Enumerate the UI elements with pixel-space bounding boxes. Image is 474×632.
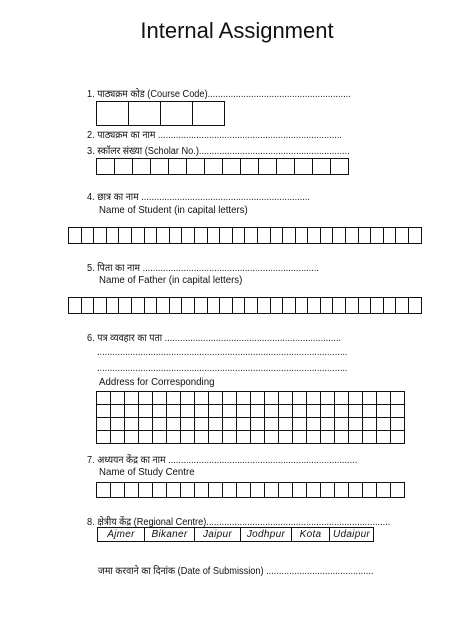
- father-name-box[interactable]: [232, 297, 246, 314]
- father-name-box[interactable]: [408, 297, 422, 314]
- father-name-box[interactable]: [370, 297, 384, 314]
- student-name-box[interactable]: [68, 227, 82, 244]
- course-name-label: 2. पाठ्यक्रम का नाम ........................................................................: [87, 130, 342, 141]
- study-centre-box[interactable]: [362, 482, 377, 498]
- address-box[interactable]: [194, 417, 209, 431]
- student-name-box[interactable]: [156, 227, 170, 244]
- student-name-box[interactable]: [408, 227, 422, 244]
- address-dotted-line: ..................................................................................................: [97, 363, 348, 374]
- scholar-no-box[interactable]: [240, 158, 259, 175]
- father-name-box[interactable]: [358, 297, 372, 314]
- address-box[interactable]: [152, 417, 167, 431]
- address-boxes[interactable]: [96, 391, 404, 443]
- study-centre-box[interactable]: [250, 482, 265, 498]
- submission-date-label: जमा करवाने का दिनांक (Date of Submission) ..........................................: [98, 566, 374, 577]
- address-box[interactable]: [236, 391, 251, 405]
- scholar-no-box[interactable]: [312, 158, 331, 175]
- father-name-label-hindi: 5. पिता का नाम .....................................................................: [87, 263, 319, 274]
- address-box[interactable]: [250, 391, 265, 405]
- study-centre-label-hindi: 7. अध्ययन केंद्र का नाम ..........................................................................: [87, 455, 358, 466]
- course-code-boxes[interactable]: [96, 101, 224, 126]
- course-code-box[interactable]: [160, 101, 193, 126]
- student-name-box[interactable]: [169, 227, 183, 244]
- father-name-box[interactable]: [131, 297, 145, 314]
- scholar-no-box[interactable]: [222, 158, 241, 175]
- address-box[interactable]: [110, 404, 125, 418]
- address-box[interactable]: [180, 391, 195, 405]
- father-name-box[interactable]: [270, 297, 284, 314]
- address-box[interactable]: [96, 430, 111, 444]
- father-name-box[interactable]: [169, 297, 183, 314]
- student-name-box[interactable]: [106, 227, 120, 244]
- address-box[interactable]: [250, 430, 265, 444]
- father-name-box[interactable]: [295, 297, 309, 314]
- study-centre-box[interactable]: [278, 482, 293, 498]
- address-box[interactable]: [250, 404, 265, 418]
- address-box[interactable]: [362, 417, 377, 431]
- study-centre-box[interactable]: [96, 482, 111, 498]
- address-box[interactable]: [334, 417, 349, 431]
- father-name-box[interactable]: [395, 297, 409, 314]
- father-name-box[interactable]: [194, 297, 208, 314]
- study-centre-box[interactable]: [110, 482, 125, 498]
- student-name-label: Name of Student (in capital letters): [99, 204, 248, 216]
- address-box[interactable]: [348, 391, 363, 405]
- address-box[interactable]: [124, 430, 139, 444]
- address-box[interactable]: [362, 391, 377, 405]
- address-box[interactable]: [264, 391, 279, 405]
- address-box[interactable]: [96, 404, 111, 418]
- address-box[interactable]: [138, 430, 153, 444]
- scholar-no-boxes[interactable]: [96, 158, 348, 174]
- address-box[interactable]: [334, 404, 349, 418]
- address-box[interactable]: [320, 417, 335, 431]
- study-centre-box[interactable]: [306, 482, 321, 498]
- study-centre-box[interactable]: [166, 482, 181, 498]
- father-name-box[interactable]: [144, 297, 158, 314]
- study-centre-box[interactable]: [390, 482, 405, 498]
- study-centre-box[interactable]: [320, 482, 335, 498]
- address-box[interactable]: [208, 430, 223, 444]
- study-centre-box[interactable]: [292, 482, 307, 498]
- address-box[interactable]: [166, 430, 181, 444]
- student-name-box[interactable]: [270, 227, 284, 244]
- address-box[interactable]: [194, 430, 209, 444]
- address-box[interactable]: [334, 391, 349, 405]
- address-box[interactable]: [292, 391, 307, 405]
- address-label-hindi: 6. पत्र व्यवहार का पता .....................................................................: [87, 333, 342, 344]
- father-name-box[interactable]: [81, 297, 95, 314]
- study-centre-box[interactable]: [138, 482, 153, 498]
- address-box[interactable]: [152, 391, 167, 405]
- address-box[interactable]: [390, 404, 405, 418]
- address-box[interactable]: [292, 404, 307, 418]
- address-box[interactable]: [222, 404, 237, 418]
- page-title: Internal Assignment: [140, 18, 334, 43]
- study-centre-box[interactable]: [348, 482, 363, 498]
- regional-centre-option[interactable]: Jaipur: [194, 527, 241, 542]
- address-box[interactable]: [390, 417, 405, 431]
- address-box[interactable]: [292, 417, 307, 431]
- scholar-no-box[interactable]: [96, 158, 115, 175]
- address-box[interactable]: [264, 404, 279, 418]
- father-name-box[interactable]: [345, 297, 359, 314]
- address-box[interactable]: [194, 404, 209, 418]
- student-name-box[interactable]: [320, 227, 334, 244]
- address-box[interactable]: [236, 430, 251, 444]
- address-box[interactable]: [376, 430, 391, 444]
- address-box[interactable]: [110, 391, 125, 405]
- study-centre-box[interactable]: [180, 482, 195, 498]
- study-centre-box[interactable]: [152, 482, 167, 498]
- father-name-box[interactable]: [118, 297, 132, 314]
- father-name-box[interactable]: [181, 297, 195, 314]
- address-box[interactable]: [222, 430, 237, 444]
- study-centre-box[interactable]: [264, 482, 279, 498]
- address-dotted-line: ..................................................................................................: [97, 347, 348, 358]
- address-box[interactable]: [348, 417, 363, 431]
- scholar-no-box[interactable]: [168, 158, 187, 175]
- address-box[interactable]: [166, 391, 181, 405]
- regional-centre-options[interactable]: [97, 527, 373, 542]
- study-centre-label: Name of Study Centre: [99, 466, 195, 478]
- address-box[interactable]: [348, 404, 363, 418]
- father-name-box[interactable]: [106, 297, 120, 314]
- father-name-boxes[interactable]: [68, 297, 421, 313]
- address-label: Address for Corresponding: [99, 376, 215, 388]
- regional-centre-option[interactable]: Bikaner: [144, 527, 195, 542]
- address-box[interactable]: [208, 391, 223, 405]
- course-code-box[interactable]: [128, 101, 161, 126]
- student-name-box[interactable]: [144, 227, 158, 244]
- address-box[interactable]: [236, 417, 251, 431]
- scholar-no-box[interactable]: [258, 158, 277, 175]
- address-box[interactable]: [320, 404, 335, 418]
- student-name-box[interactable]: [295, 227, 309, 244]
- regional-centre-option[interactable]: Udaipur: [329, 527, 374, 542]
- father-name-box[interactable]: [244, 297, 258, 314]
- student-name-label-hindi: 4. छात्र का नाम ..................................................................: [87, 192, 310, 203]
- study-centre-box[interactable]: [236, 482, 251, 498]
- address-box[interactable]: [110, 417, 125, 431]
- address-box[interactable]: [376, 391, 391, 405]
- scholar-no-box[interactable]: [330, 158, 349, 175]
- address-box[interactable]: [292, 430, 307, 444]
- address-box[interactable]: [180, 417, 195, 431]
- address-box[interactable]: [320, 391, 335, 405]
- student-name-box[interactable]: [257, 227, 271, 244]
- regional-centre-option[interactable]: Kota: [291, 527, 330, 542]
- address-box[interactable]: [278, 391, 293, 405]
- address-box[interactable]: [96, 417, 111, 431]
- address-box[interactable]: [124, 417, 139, 431]
- address-box[interactable]: [152, 404, 167, 418]
- student-name-box[interactable]: [345, 227, 359, 244]
- student-name-box[interactable]: [219, 227, 233, 244]
- student-name-box[interactable]: [395, 227, 409, 244]
- father-name-box[interactable]: [282, 297, 296, 314]
- address-box[interactable]: [236, 404, 251, 418]
- student-name-box[interactable]: [282, 227, 296, 244]
- address-box[interactable]: [180, 430, 195, 444]
- address-box[interactable]: [180, 404, 195, 418]
- address-box[interactable]: [222, 391, 237, 405]
- student-name-box[interactable]: [307, 227, 321, 244]
- father-name-box[interactable]: [320, 297, 334, 314]
- address-box[interactable]: [362, 404, 377, 418]
- course-code-box[interactable]: [96, 101, 129, 126]
- address-box[interactable]: [278, 417, 293, 431]
- address-box[interactable]: [306, 417, 321, 431]
- study-centre-box[interactable]: [208, 482, 223, 498]
- father-name-box[interactable]: [383, 297, 397, 314]
- student-name-box[interactable]: [383, 227, 397, 244]
- address-box[interactable]: [390, 430, 405, 444]
- address-box[interactable]: [348, 430, 363, 444]
- study-centre-boxes[interactable]: [96, 482, 404, 497]
- scholar-no-box[interactable]: [150, 158, 169, 175]
- father-name-box[interactable]: [207, 297, 221, 314]
- regional-centre-option[interactable]: Jodhpur: [240, 527, 292, 542]
- scholar-no-box[interactable]: [114, 158, 133, 175]
- student-name-box[interactable]: [194, 227, 208, 244]
- father-name-box[interactable]: [93, 297, 107, 314]
- address-box[interactable]: [166, 417, 181, 431]
- study-centre-box[interactable]: [334, 482, 349, 498]
- address-box[interactable]: [376, 404, 391, 418]
- address-box[interactable]: [222, 417, 237, 431]
- study-centre-box[interactable]: [222, 482, 237, 498]
- student-name-box[interactable]: [81, 227, 95, 244]
- regional-centre-option[interactable]: Ajmer: [97, 527, 145, 542]
- address-box[interactable]: [306, 391, 321, 405]
- scholar-no-box[interactable]: [294, 158, 313, 175]
- address-box[interactable]: [208, 417, 223, 431]
- student-name-box[interactable]: [370, 227, 384, 244]
- address-box[interactable]: [208, 404, 223, 418]
- student-name-box[interactable]: [232, 227, 246, 244]
- course-code-box[interactable]: [192, 101, 225, 126]
- scholar-no-box[interactable]: [276, 158, 295, 175]
- father-name-box[interactable]: [307, 297, 321, 314]
- scholar-no-label: 3. स्कॉलर संख्या (Scholar No.)...........................................................: [87, 146, 350, 157]
- address-box[interactable]: [306, 404, 321, 418]
- student-name-box[interactable]: [131, 227, 145, 244]
- address-box[interactable]: [124, 404, 139, 418]
- course-code-label: 1. पाठ्यक्रम कोड (Course Code)........................................................: [87, 89, 351, 100]
- student-name-box[interactable]: [93, 227, 107, 244]
- address-box[interactable]: [124, 391, 139, 405]
- student-name-box[interactable]: [332, 227, 346, 244]
- address-box[interactable]: [278, 430, 293, 444]
- address-box[interactable]: [334, 430, 349, 444]
- student-name-box[interactable]: [181, 227, 195, 244]
- address-box[interactable]: [166, 404, 181, 418]
- father-name-box[interactable]: [68, 297, 82, 314]
- address-box[interactable]: [362, 430, 377, 444]
- study-centre-box[interactable]: [376, 482, 391, 498]
- scholar-no-box[interactable]: [186, 158, 205, 175]
- address-box[interactable]: [264, 430, 279, 444]
- address-box[interactable]: [110, 430, 125, 444]
- student-name-box[interactable]: [207, 227, 221, 244]
- student-name-box[interactable]: [358, 227, 372, 244]
- address-box[interactable]: [138, 391, 153, 405]
- student-name-box[interactable]: [244, 227, 258, 244]
- address-box[interactable]: [138, 404, 153, 418]
- address-box[interactable]: [278, 404, 293, 418]
- father-name-box[interactable]: [257, 297, 271, 314]
- study-centre-box[interactable]: [194, 482, 209, 498]
- father-name-box[interactable]: [156, 297, 170, 314]
- address-box[interactable]: [138, 417, 153, 431]
- address-box[interactable]: [390, 391, 405, 405]
- student-name-boxes[interactable]: [68, 227, 421, 243]
- study-centre-box[interactable]: [124, 482, 139, 498]
- address-box[interactable]: [376, 417, 391, 431]
- father-name-box[interactable]: [332, 297, 346, 314]
- address-box[interactable]: [264, 417, 279, 431]
- scholar-no-box[interactable]: [204, 158, 223, 175]
- father-name-box[interactable]: [219, 297, 233, 314]
- father-name-label: Name of Father (in capital letters): [99, 274, 243, 286]
- regional-centre-label: 8. क्षेत्रीय केंद्र (Regional Centre)........................................................................: [87, 517, 391, 528]
- scholar-no-box[interactable]: [132, 158, 151, 175]
- address-box[interactable]: [306, 430, 321, 444]
- address-box[interactable]: [320, 430, 335, 444]
- address-box[interactable]: [250, 417, 265, 431]
- student-name-box[interactable]: [118, 227, 132, 244]
- address-box[interactable]: [96, 391, 111, 405]
- address-box[interactable]: [152, 430, 167, 444]
- address-box[interactable]: [194, 391, 209, 405]
